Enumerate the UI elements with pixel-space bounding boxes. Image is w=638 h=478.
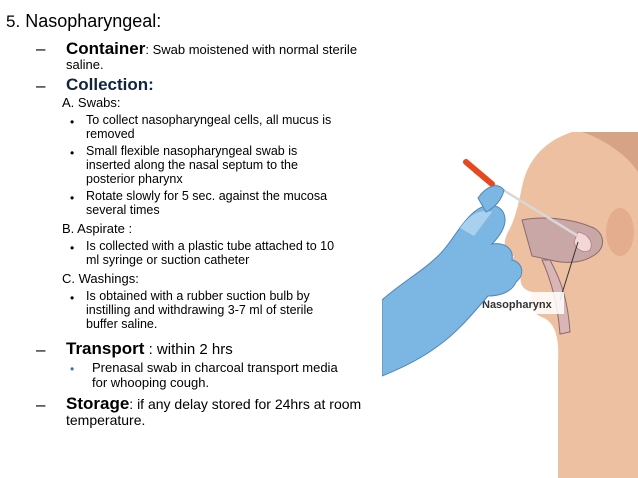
swabs-bullet-3-line-2: several times <box>86 203 160 217</box>
transport-dash: – <box>36 340 46 359</box>
storage-text-cont: temperature. <box>66 412 146 428</box>
transport-item <box>66 340 233 357</box>
heading-number: 5. <box>6 12 21 31</box>
nasopharyngeal-swab-illustration <box>382 132 638 478</box>
storage-dash: – <box>36 395 46 414</box>
ear <box>606 208 634 256</box>
collection-dash: – <box>36 76 46 95</box>
gloved-hand <box>382 205 522 376</box>
container-label: Container <box>66 39 146 58</box>
swabs-bullet-2-marker: • <box>70 146 75 160</box>
storage-text: : if any delay stored for 24hrs at room <box>129 396 362 412</box>
swab-illustration-svg <box>382 132 638 478</box>
washings-bullet-line-3: buffer saline. <box>86 317 158 331</box>
transport-text: : within 2 hrs <box>144 341 233 358</box>
transport-bullet-line-2: for whooping cough. <box>92 375 210 390</box>
aspirate-heading: B. Aspirate : <box>62 221 133 236</box>
swab-handle <box>466 162 492 184</box>
washings-bullet-line-2: instilling and withdrawing 3-7 ml of sterile <box>86 303 314 317</box>
swabs-bullet-3-line-1: Rotate slowly for 5 sec. against the mucosa <box>86 189 328 203</box>
transport-label: Transport <box>66 339 145 358</box>
container-dash: – <box>36 39 46 58</box>
swabs-heading: A. Swabs: <box>62 95 121 110</box>
transport-bullet-line-1: Prenasal swab in charcoal transport media <box>92 360 338 375</box>
storage-item <box>66 395 361 413</box>
aspirate-bullet-line-2: ml syringe or suction catheter <box>86 253 250 267</box>
swabs-bullet-1-marker: • <box>70 115 75 129</box>
swabs-bullet-2-line-2: inserted along the nasal septum to the <box>86 158 298 172</box>
aspirate-bullet-marker: • <box>70 241 75 255</box>
swabs-bullet-3-marker: • <box>70 191 75 205</box>
container-text-cont: saline. <box>66 57 104 72</box>
swabs-bullet-2-line-3: posterior pharynx <box>86 172 183 186</box>
storage-label: Storage <box>66 394 130 413</box>
washings-bullet-marker: • <box>70 291 75 305</box>
swabs-bullet-2-line-1: Small flexible nasopharyngeal swab is <box>86 144 298 158</box>
heading-title: Nasopharyngeal: <box>25 11 162 31</box>
swabs-bullet-1-line-1: To collect nasopharyngeal cells, all mucus is <box>86 113 332 127</box>
collection-label: Collection: <box>66 75 154 94</box>
container-item <box>66 40 357 58</box>
nasopharynx-label: Nasopharynx <box>482 299 552 311</box>
swabs-bullet-1-line-2: removed <box>86 127 135 141</box>
washings-heading: C. Washings: <box>62 271 139 286</box>
container-text: : Swab moistened with normal sterile <box>145 42 358 57</box>
main-heading <box>6 12 161 30</box>
transport-bullet-marker: • <box>70 362 75 376</box>
washings-bullet-line-1: Is obtained with a rubber suction bulb by <box>86 289 310 303</box>
aspirate-bullet-line-1: Is collected with a plastic tube attached to 10 <box>86 239 335 253</box>
